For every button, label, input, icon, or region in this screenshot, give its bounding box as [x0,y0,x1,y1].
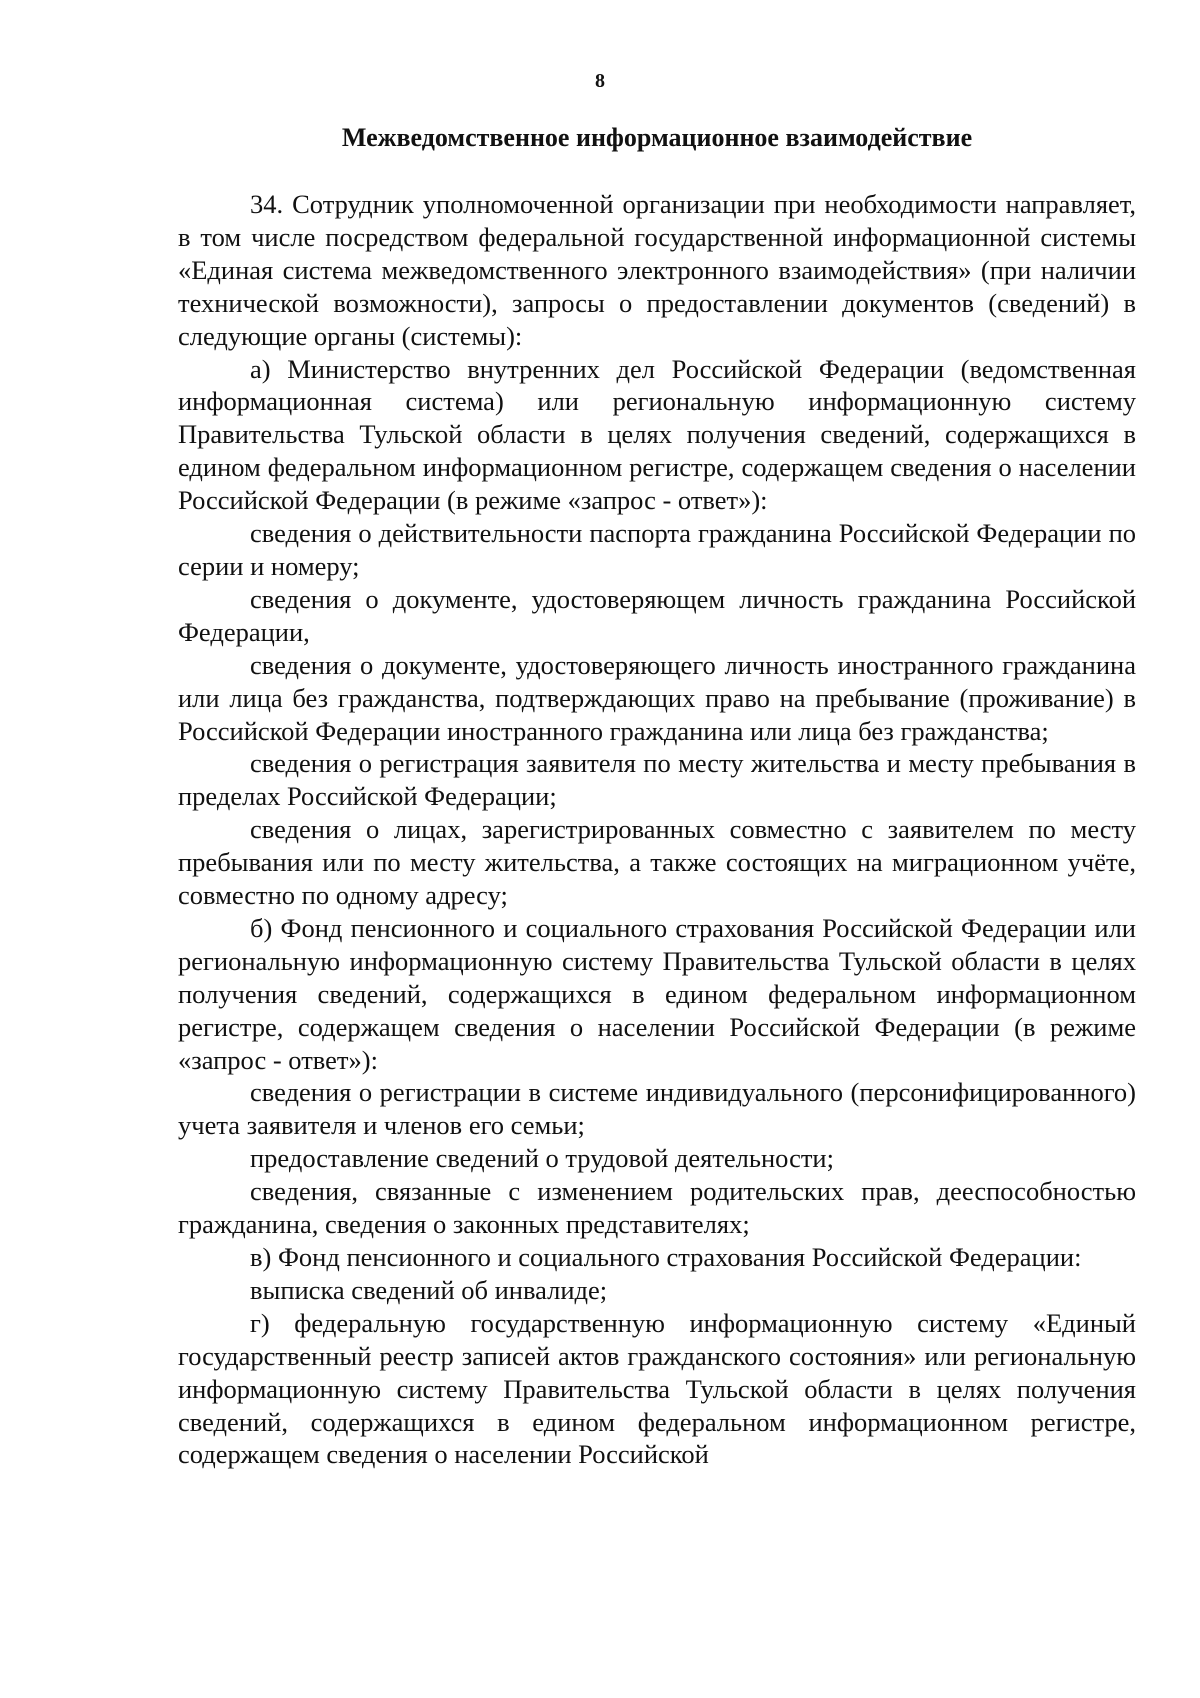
paragraph-parental-rights: сведения, связанные с изменением родительских прав, дееспособностью гражданина, сведения о законных представителях; [178,1176,1136,1240]
paragraph-personified-accounting: сведения о регистрации в системе индивидуального (персонифицированного) учета заявителя и членов его семьи; [178,1077,1136,1141]
paragraph-subitem-a: а) Министерство внутренних дел Российской Федерации (ведомственная информационная система) или региональную информационную систему Правительства Тульской области в целях получения сведений, содержащихся в едином федеральном информационном регистре, содержащем сведения о населении Российской Федерации (в режиме «запрос - ответ»): [178,353,1136,516]
paragraph-foreign-identity-document: сведения о документе, удостоверяющего личность иностранного гражданина или лица без гражданства, подтверждающих право на пребывание (проживание) в Российской Федерации иностранного гражданина или лица без гражданства; [178,649,1136,746]
paragraph-subitem-v: в) Фонд пенсионного и социального страхования Российской Федерации: [250,1242,1082,1272]
paragraph-passport-validity: сведения о действительности паспорта гражданина Российской Федерации по серии и номеру; [178,518,1136,581]
paragraph-item-34: 34. Сотрудник уполномоченной организации при необходимости направляет, в том числе посредством федеральной государственной информационной системы «Единая система межведомственного электронного взаимодействия» (при наличии технической возможности), запросы о предоставлении документов (сведений) в следующие органы (системы): [178,189,1136,351]
page-number: 8 [595,70,605,92]
paragraph-disability-extract: выписка сведений об инвалиде; [250,1274,608,1305]
paragraph-subitem-g: г) федеральную государственную информационную систему «Единый государственный реестр записей актов гражданского состояния» или региональную информационную систему Правительства Тульской области в целях получения сведений, содержащихся в едином федеральном информационном регистре, содержащем сведения о населении Российской [178,1307,1136,1470]
section-title: Межведомственное информационное взаимодействие [341,123,973,152]
paragraph-registration: сведения о регистрация заявителя по месту жительства и месту пребывания в пределах Российской Федерации; [178,748,1136,812]
paragraph-labor-activity: предоставление сведений о трудовой деятельности; [250,1143,834,1174]
paragraph-co-registered-persons: сведения о лицах, зарегистрированных совместно с заявителем по месту пребывания или по месту жительства, а также состоящих на миграционном учёте, совместно по одному адресу; [178,814,1136,911]
paragraph-identity-document: сведения о документе, удостоверяющем личность гражданина Российской Федерации, [178,583,1136,647]
document-body [178,188,1136,1471]
paragraph-subitem-b: б) Фонд пенсионного и социального страхования Российской Федерации или региональную информационную систему Правительства Тульской области в целях получения сведений, содержащихся в едином федеральном информационном регистре, содержащем сведения о населении Российской Федерации (в режиме «запрос - ответ»): [178,912,1136,1075]
